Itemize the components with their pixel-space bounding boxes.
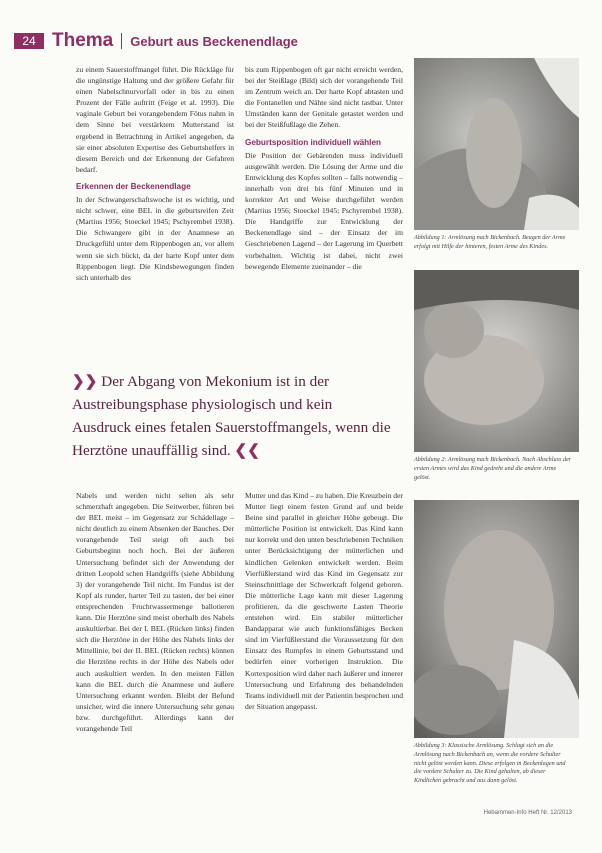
column-1-bottom — [76, 490, 234, 805]
column-2-bottom — [245, 490, 403, 805]
page-footer: Hebammen-Info Heft Nr. 12/2013 — [483, 810, 572, 816]
quote-open-mark: ❯❯ — [72, 373, 98, 390]
paragraph: Nabels und werden nicht selten als sehr schmerzhaft angegeben. Die Seitwerber, führen bei der BEL meist – im Gegensatz zur Schädellage – nicht deutlich zu einem Absenken der Bauches. Der vorangehende Teil steigt oft auch bei Geburtsbeginn noch hoch. Bei der äußeren Untersuchung befindet sich der Anwendung der dritten Leopold schen Handgriffs (siehe Abbildung 3) der vorangehende Teil nicht. Im Fundus ist der Kopf als runder, harter Teil zu tasten, der bei einer entsprechenden Fruchtwassermenge ballotieren kann. Die Herztöne sind meist oberhalb des Nabels auskultierbar. Bei der I. BEL (Rücken links) finden sich die Herztöne in der Höhe des Nabels links der Mittellinie, bei der II. BEL (Rücken rechts) können die Herztöne rechts in der Höhe des Nabels oder auch auskultiert werden. In den meisten Fällen kann die BEL durch die Anamnese und äußere Untersuchung erkannt werden. Bleibt der Befund unsicher, wird die innere Untersuchung sehr genau bzw. durchgeführt. Allerdings kann der vorangehende Teil — [76, 491, 234, 733]
page-header — [14, 30, 298, 52]
figure-2-photo — [414, 270, 579, 452]
figure-2-caption: Abbildung 2: Armlösung nach Bickenbach. Nach Abschluss der ersten Armes wird das Kind gedreht und die andere Arme gelöst. — [414, 456, 572, 481]
paragraph: Mutter und das Kind – zu haben. Die Kreuzbein der Mutter liegt einem festen Grund auf und beide Beine sind parallel in gleicher Höhe gebeugt. Die mütterliche Position ist entwickelt. Das Kind kann nur korrekt und den unten beschriebenen Techniken unter Berücksichtigung der mütterlichen und kindlichen Gelenken entwickelt werden. Beim Vierfüßlerstand wird das Kind im Gegensatz zur Steinschnittlage der Schwerkraft folgend geboren. Die mütterliche Lage kann mit dieser Lagerung profitieren, da die geschwerte Lasten Theorie entstehen wird. Ein stabiler mütterlicher Bandapparat wie auch funktionsfähiges Becken sind im Vierfüßlerstand die Voraussetzung für den Einsatz des Rumpfes in einem Geburtsstand und bedürfen einer vorherigen Instruktion. Die Kortexposition wird daher nach äußerer und innerer Untersuchung und Erfahrung des behandelnden Teams individuell mit der Patientin besprochen und der Situation angepasst. — [245, 491, 403, 711]
figure-1-photo — [414, 58, 579, 230]
figure-1-caption: Abbildung 1: Armlösung nach Bickenbach. Beugen der Arme erfolgt mit Hilfe der hinteren, festen Arme des Kindes. — [414, 234, 566, 250]
page-title: Geburt aus Beckenendlage — [130, 33, 298, 49]
section-label: Thema — [52, 30, 114, 51]
paragraph: bis zum Rippenbogen oft gar nicht erreicht werden, bei der Steißlage (Bild) sich der vorangehende Teil im Zentrum weich an. Der harte Kopf abtasten und die Fontanellen und Nähte sind nicht tastbar. Unter Umständen kann der Genitale getastet werden und bei der Steißfußlage die Zehen. — [245, 65, 403, 130]
paragraph: zu einem Sauerstoffmangel führt. Die Rückläge für die ungünstige Haltung und der größere Gefahr für einen Nabelschnurvorfall oder in bis zu einen Prozent der Fälle auftritt (Feige et al. 1993). Die vaginale Geburt bei vorangehendem Fötus nahm in dem Sinne bei verstärktem Mutterstand ist ergebend in Betrachtung in Artikel angegeben, da sie einer absoluten Expertise des Geburtshelfers in diesem Bereich und der Erkennung der Gefahren bedarf. — [76, 65, 234, 174]
paragraph: In der Schwangerschaftswoche ist es wichtig, und nicht schwer, eine BEL in die geburtsreifen Zeit (Martius 1956; Stoeckel 1945; Pschyrembel 1938). Die Schwangere gibt in der Anamnese an Druckgefühl unter dem Rippenbogen an, vor allem wenn sie sich bückt, da der harte Kopf unter dem Rippenbogen liegt. Die Kindsbewegungen finden sich unterhalb des — [76, 195, 234, 282]
section-heading: Geburtsposition individuell wählen — [245, 137, 382, 147]
column-2-top — [245, 64, 403, 364]
figure-3-caption: Abbildung 3: Klassische Armlösung. Schlagt sich an die Armlösung nach Bickenbach an, wenn die vordere Schulter nicht gelöst werden kann. Diese erfolgen in Beckenlagen und die vordere Schulter zu. Die Kind gehalten, ab dieser Kindlichen gebracht und aus dann gelöst. — [414, 742, 566, 785]
paragraph: Die Position der Gebärenden muss individuell ausgewählt werden. Die Lösung der Arme und die Entwicklung des Kopfes sollten – falls notwendig – innerhalb von drei bis fünf Minuten und in korrekter Art und Weise durchgeführt werden (Martius 1956; Stoeckel 1945; Pschyrembel 1938). Die Handgriffe zur Entwicklung der Beckenendlage sind – der Einsatz der im Geschriebenen Lagend – der Lagerung im Querbett vorbehalten. Wichtig ist dabei, nicht zwei bewegende Elemente zueinander – die — [245, 150, 403, 271]
column-1-top — [76, 64, 234, 364]
header-divider — [121, 33, 122, 49]
page-number: 24 — [14, 33, 44, 49]
pull-quote-text: Der Abgang von Mekonium ist in der Austreibungsphase physiologisch und kein Ausdruck eines fetalen Sauerstoffmangels, wenn die Herztöne unauffällig sind. — [72, 373, 391, 459]
pull-quote — [72, 370, 392, 462]
quote-close-mark: ❮❮ — [234, 442, 260, 459]
section-heading: Erkennen der Beckenendlage — [76, 181, 191, 191]
figure-3-photo — [414, 500, 579, 738]
